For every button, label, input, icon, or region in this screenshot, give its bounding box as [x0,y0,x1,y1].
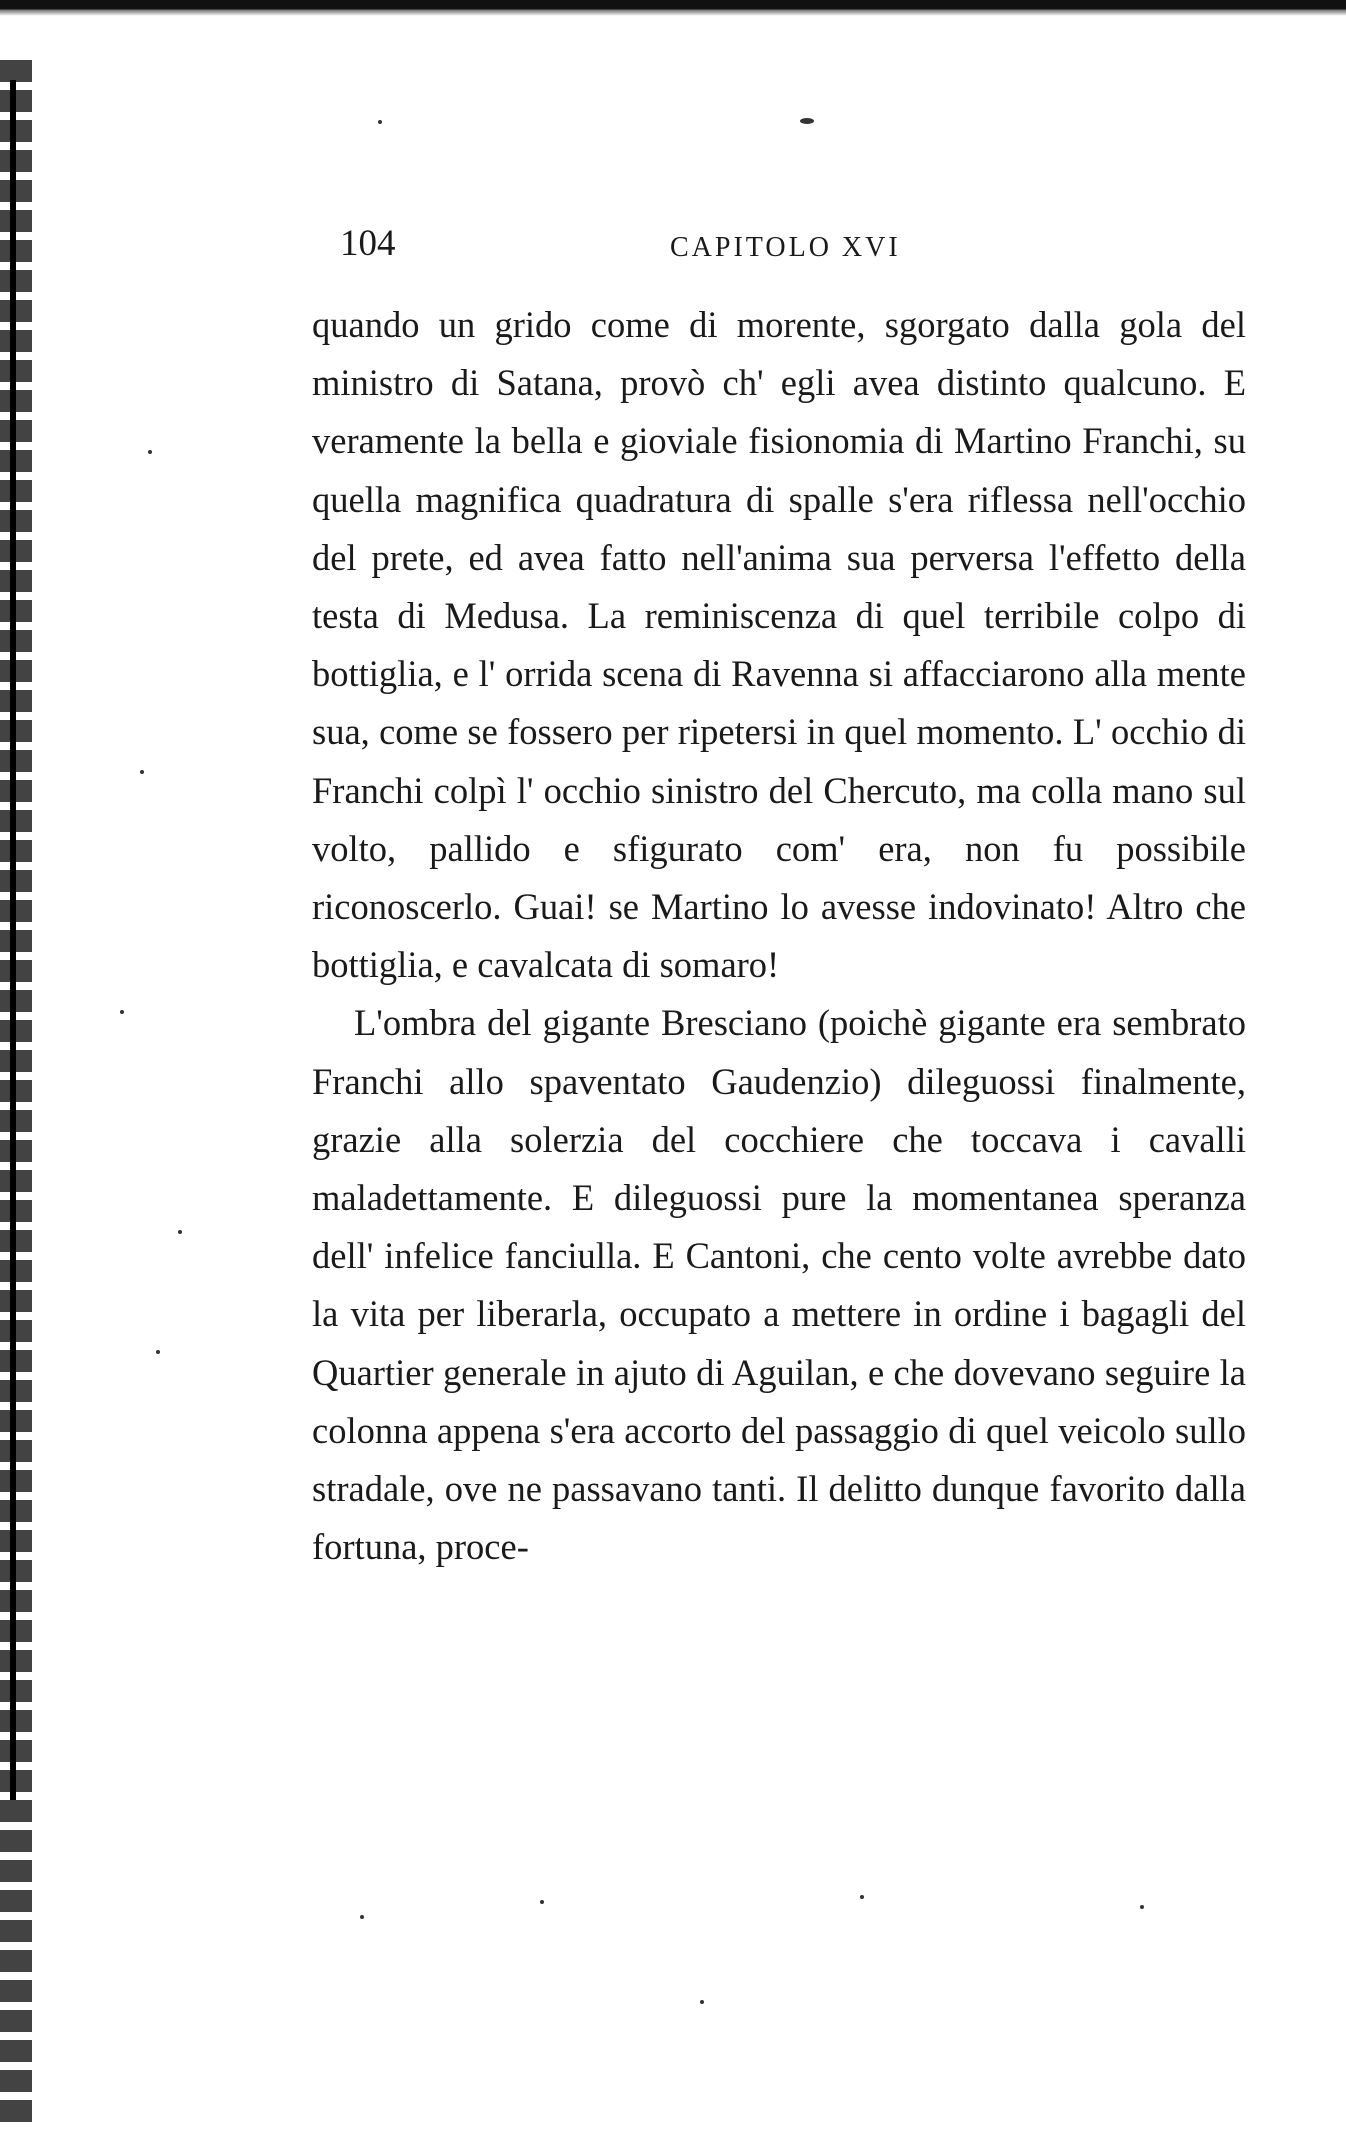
print-speck [148,450,152,454]
print-speck [540,1900,544,1904]
paragraph: L'ombra del gigante Bresciano (poichè gigante era sembrato Franchi allo spaventato Gaudenzio) dileguossi finalmente, grazie alla solerzia del cocchiere che toccava i cavalli maladettamente. E dileguossi pure la momentanea speranza dell' infelice fanciulla. E Cantoni, che cento volte avrebbe dato la vita per liberarla, occupato a mettere in ordine i bagagli del Quartier generale in ajuto di Aguilan, e che dovevano seguire la colonna appena s'era accorto del passaggio di quel veicolo sullo stradale, ove ne passavano tanti. Il delitto dunque favorito dalla fortuna, proce- [312,1002,1246,1568]
print-speck [178,1230,182,1234]
print-speck [800,118,814,124]
running-head: CAPITOLO XVI [670,232,901,263]
print-speck [860,1895,864,1899]
page-number: 104 [340,223,396,264]
print-speck [140,770,144,774]
book-binding-edge [0,60,32,2129]
print-speck [360,1915,364,1919]
print-speck [378,120,382,124]
page-header [340,222,1260,268]
body-text [312,296,1246,1576]
paragraph: quando un grido come di morente, sgorgato dalla gola del ministro di Satana, provò ch' egli avea distinto qualcuno. E veramente la bella e gioviale fisionomia di Martino Franchi, su quella magnifica quadratura di spalle s'era riflessa nell'occhio del prete, ed avea fatto nell'anima sua perversa l'effetto della testa di Medusa. La reminiscenza di quel terribile colpo di bottiglia, e l' orrida scena di Ravenna si affacciarono alla mente sua, come se fossero per ripetersi in quel momento. L' occhio di Franchi colpì l' occhio sinistro del Chercuto, ma colla mano sul volto, pallido e sfigurato com' era, non fu possibile riconoscerlo. Guai! se Martino lo avesse indovinato! Altro che bottiglia, e cavalcata di somaro! [312,304,1246,986]
page-top-border [0,0,1346,16]
binding-shadow [10,80,16,1800]
print-speck [156,1350,160,1354]
print-speck [1140,1905,1144,1909]
print-speck [700,2000,704,2004]
print-speck [120,1010,124,1014]
